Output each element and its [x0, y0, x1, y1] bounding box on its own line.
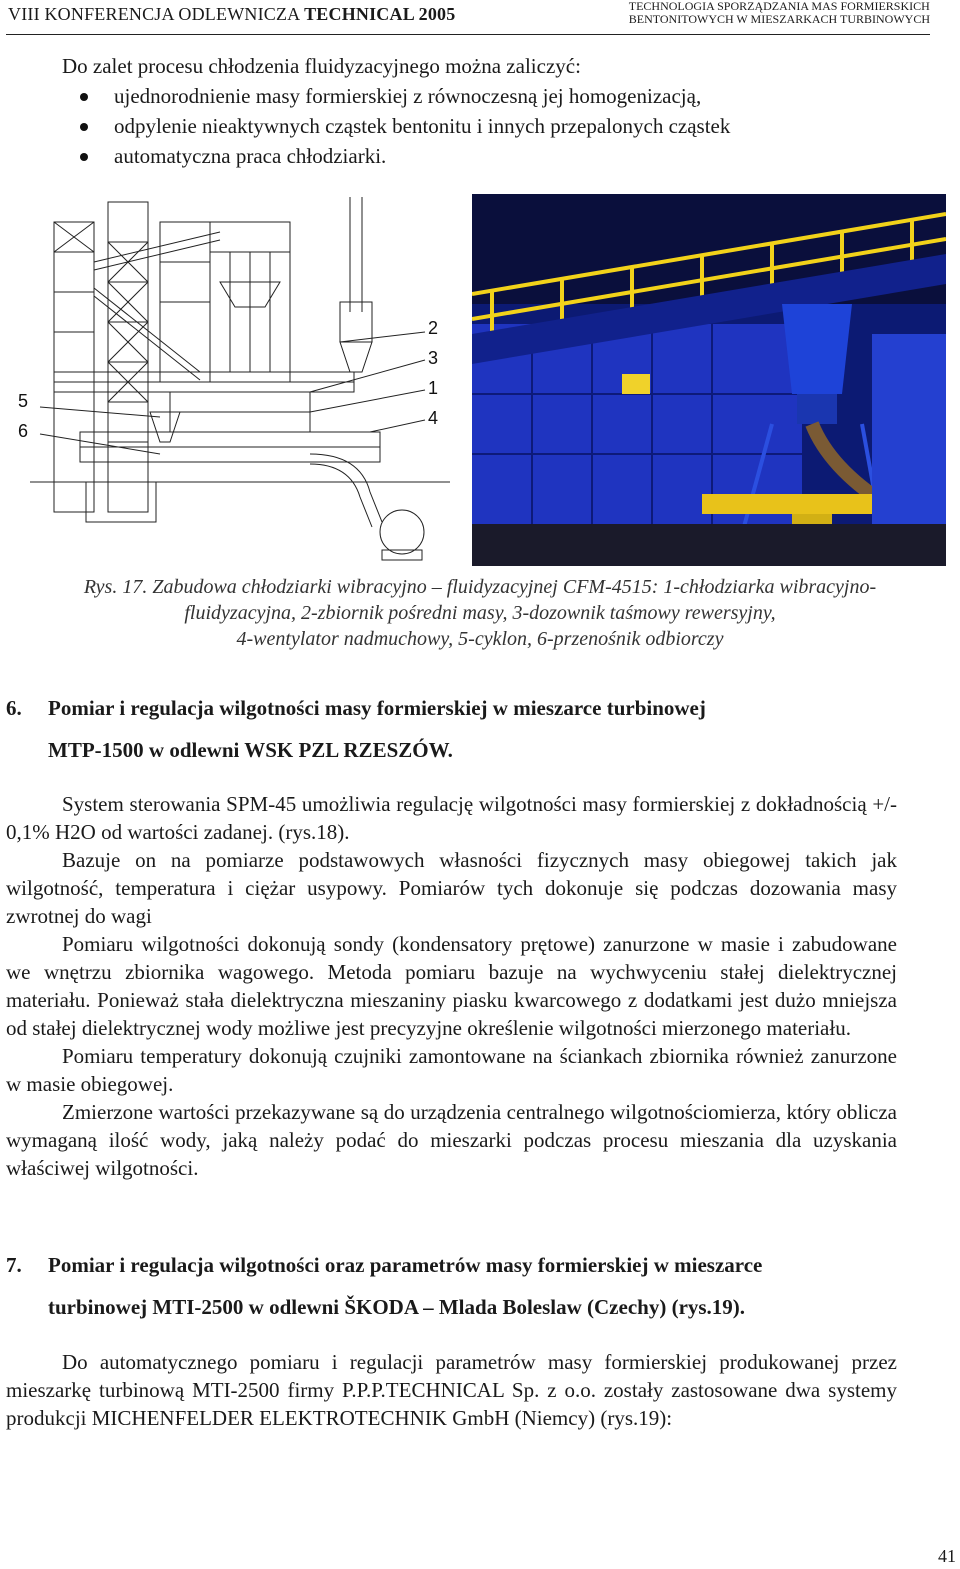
running-header-right: TECHNOLOGIA SPORZĄDZANIA MAS FORMIERSKICH BENTONITOWYCH W MIESZARKACH TURBINOWYCH — [628, 0, 930, 26]
label-1: 1 — [428, 378, 439, 398]
label-4: 4 — [428, 408, 439, 428]
bullet-icon — [80, 93, 88, 101]
section-7-body — [6, 1348, 897, 1432]
paragraph: Do automatycznego pomiaru i regulacji parametrów masy formierskiej produkowanej przez mieszarkę turbinową MTI-2500 firmy P.P.P.TECHNICAL Sp. z o.o. zostały zastosowane dwa systemy produkcji MICHENFELDER ELEKTROTECHNIK GmbH (Niemcy) (rys.19): — [6, 1350, 897, 1430]
section-6-body — [6, 790, 897, 1182]
label-2: 2 — [428, 318, 439, 338]
running-header-left: VIII KONFERENCJA ODLEWNICZA TECHNICAL 2005 — [8, 4, 456, 24]
paragraph: Zmierzone wartości przekazywane są do urządzenia centralnego wilgotnościomierza, który oblicza wymaganą ilość wody, jaką należy podać do mieszarki podczas procesu mieszania dla uzyskania właściwej wilgotności. — [6, 1100, 897, 1180]
cooler-installation-photo — [472, 194, 946, 566]
paragraph: System sterowania SPM-45 umożliwia regulację wilgotności masy formierskiej z dokładnością +/- 0,1% H2O od wartości zadanej. (rys.18). — [6, 792, 897, 844]
bullet-icon — [80, 153, 88, 161]
advantages-list — [62, 81, 730, 171]
bullet-icon — [80, 123, 88, 131]
label-6: 6 — [18, 421, 29, 441]
label-5: 5 — [18, 391, 29, 411]
page-number: 41 — [938, 1546, 956, 1566]
paragraph: Pomiaru wilgotności dokonują sondy (kondensatory prętowe) zanurzone w masie i zabudowane we wnętrzu zbiornika wagowego. Metoda pomiaru bazuje na wychwyceniu stałej dielektrycznej materiału. Ponieważ stała dielektryczna mieszaniny piasku kwarcowego z dodatkami jest dużo mniejsza od stałej dielektrycznej wody możliwe jest precyzyjne określenie wilgotności mierzonego materiału. — [6, 932, 897, 1040]
label-3: 3 — [428, 348, 439, 368]
list-item: automatyczna praca chłodziarki. — [62, 141, 730, 171]
list-item: odpylenie nieaktywnych cząstek bentonitu i innych przepalonych cząstek — [62, 111, 730, 141]
list-item: ujednorodnienie masy formierskiej z równoczesną jej homogenizacją, — [62, 81, 730, 111]
cooler-technical-drawing — [10, 192, 462, 574]
paragraph: Pomiaru temperatury dokonują czujniki zamontowane na ściankach zbiornika również zanurzone w masie obiegowej. — [6, 1044, 897, 1096]
paragraph: Bazuje on na pomiarze podstawowych własności fizycznych masy obiegowej takich jak wilgotność, temperatura i ciężar usypowy. Pomiarów tych dokonuje się podczas dozowania masy zwrotnej do wagi — [6, 848, 897, 928]
intro-text: Do zalet procesu chłodzenia fluidyzacyjnego można zaliczyć: — [62, 54, 581, 78]
figure-caption: Rys. 17. Zabudowa chłodziarki wibracyjno – fluidyzacyjnej CFM-4515: 1-chłodziarka wibracyjno- fluidyzacyjna, 2-zbiornik pośredni masy, 3-dozownik taśmowy rewersyjny, 4-wentylator nadmuchowy, 5-cyklon, 6-przenośnik odbiorczy — [83, 576, 877, 650]
header-rule — [6, 34, 930, 35]
